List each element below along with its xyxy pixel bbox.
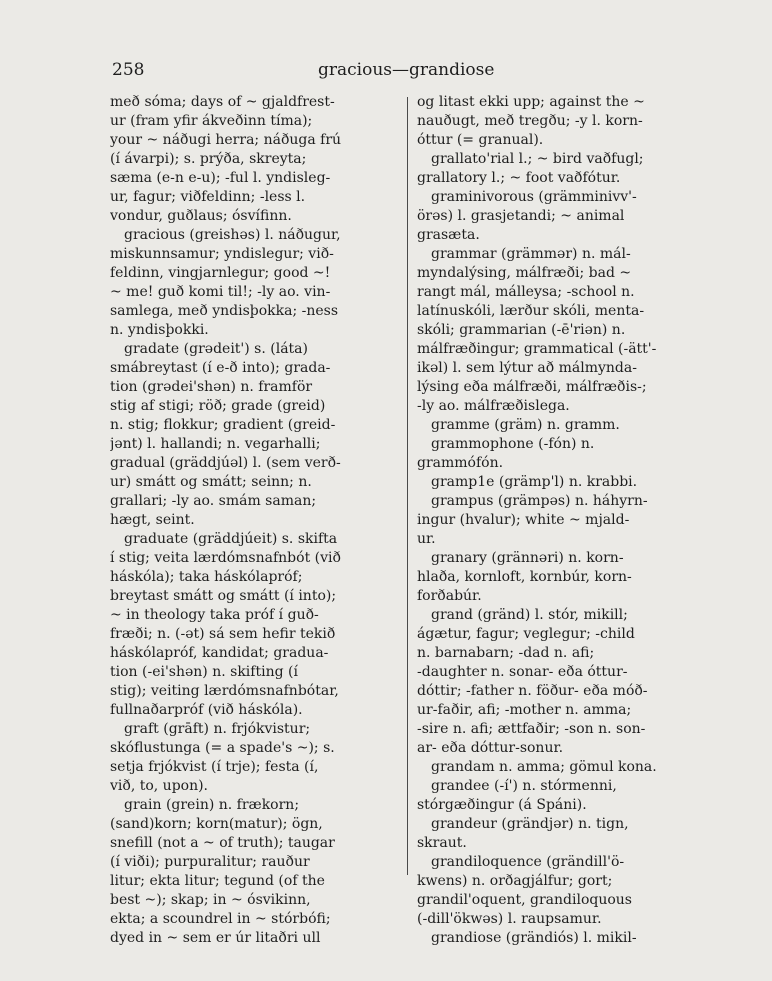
dictionary-line: your ~ náðugi herra; náðuga frú [110, 132, 342, 148]
dictionary-line: -ly ao. málfræðislega. [417, 398, 570, 414]
dictionary-line: -daughter n. sonar- eða óttur- [417, 664, 628, 680]
dictionary-line: grandam n. amma; gömul kona. [431, 759, 657, 775]
dictionary-line: ur, fagur; viðfeldinn; -less l. [110, 189, 306, 205]
dictionary-line: n. yndisþokki. [110, 322, 209, 338]
dictionary-line: (í viði); purpuralitur; rauður [110, 854, 310, 870]
dictionary-line: litur; ekta litur; tegund (of the [110, 873, 325, 889]
dictionary-line: ingur (hvalur); white ~ mjald- [417, 512, 630, 528]
running-head: gracious—grandiose [318, 60, 495, 80]
dictionary-line: vondur, guðlaus; ósvífinn. [110, 208, 292, 224]
page-number: 258 [112, 60, 145, 80]
dictionary-line: fullnaðarpróf (við háskóla). [110, 702, 303, 718]
dictionary-line: dóttir; -father n. föður- eða móð- [417, 683, 648, 699]
dictionary-line: grallatory l.; ~ foot vaðfótur. [417, 170, 621, 186]
dictionary-line: stig af stigi; röð; grade (greid) [110, 398, 326, 414]
dictionary-line: smábreytast (í e-ð into); grada- [110, 360, 331, 376]
dictionary-line: samlega, með yndisþokka; -ness [110, 303, 339, 319]
dictionary-line: feldinn, vingjarnlegur; good ~! [110, 265, 331, 281]
right-column [417, 93, 711, 948]
dictionary-line: tion (grədei'shən) n. framför [110, 379, 313, 395]
dictionary-line: grampus (grämpəs) n. háhyrn- [431, 493, 648, 509]
dictionary-line: ar- eða dóttur-sonur. [417, 740, 564, 756]
dictionary-line: ágætur, fagur; veglegur; -child [417, 626, 635, 642]
dictionary-line: graminivorous (grämminivv'- [431, 189, 637, 205]
dictionary-line: gradual (gräddjúəl) l. (sem verð- [110, 455, 341, 471]
dictionary-line: graft (grāft) n. frjókvistur; [124, 721, 311, 737]
dictionary-line: grandeur (grändjər) n. tign, [431, 816, 629, 832]
dictionary-line: miskunnsamur; yndislegur; við- [110, 246, 334, 262]
dictionary-line: grandiose (grändiós) l. mikil- [431, 930, 637, 946]
dictionary-line: myndalýsing, málfræði; bad ~ [417, 265, 632, 281]
dictionary-line: (í ávarpi); s. prýða, skreyta; [110, 151, 307, 167]
dictionary-line: ~ me! guð komi til!; -ly ao. vin- [110, 284, 331, 300]
dictionary-line: grandiloquence (grändill'ö- [431, 854, 625, 870]
dictionary-line: grammar (grämmər) n. mál- [431, 246, 631, 262]
dictionary-line: kwens) n. orðagjálfur; gort; [417, 873, 613, 889]
dictionary-line: háskólapróf, kandidat; gradua- [110, 645, 329, 661]
page-header [0, 60, 772, 84]
dictionary-line: grallato'rial l.; ~ bird vaðfugl; [431, 151, 644, 167]
dictionary-line: rangt mál, málleysa; -school n. [417, 284, 635, 300]
dictionary-line: ikəl) l. sem lýtur að málmynda- [417, 360, 637, 376]
dictionary-line: graduate (gräddjúeit) s. skifta [124, 531, 338, 547]
column-divider [407, 97, 408, 875]
dictionary-line: við, to, upon). [110, 778, 209, 794]
dictionary-line: gramp1e (grämp'l) n. krabbi. [431, 474, 638, 490]
dictionary-line: ur. [417, 531, 436, 547]
dictionary-line: jənt) l. hallandi; n. vegarhalli; [110, 436, 321, 452]
dictionary-line: skóli; grammarian (-ē'riən) n. [417, 322, 626, 338]
dictionary-line: og litast ekki upp; against the ~ [417, 94, 645, 110]
dictionary-line: sæma (e-n e-u); -ful l. yndisleg- [110, 170, 331, 186]
dictionary-line: gramme (gräm) n. gramm. [431, 417, 620, 433]
dictionary-line: n. barnabarn; -dad n. afi; [417, 645, 595, 661]
dictionary-line: ur (fram yfir ákveðinn tíma); [110, 113, 313, 129]
dictionary-line: skóflustunga (= a spade's ~); s. [110, 740, 335, 756]
dictionary-line: grain (grein) n. frækorn; [124, 797, 300, 813]
dictionary-line: með sóma; days of ~ gjaldfrest- [110, 94, 335, 110]
dictionary-line: ~ in theology taka próf í guð- [110, 607, 319, 623]
dictionary-line: háskóla); taka háskólapróf; [110, 569, 303, 585]
dictionary-line: hlaða, kornloft, kornbúr, korn- [417, 569, 632, 585]
dictionary-line: skraut. [417, 835, 467, 851]
dictionary-line: gradate (grədeit') s. (láta) [124, 341, 308, 357]
dictionary-line: snefill (not a ~ of truth); taugar [110, 835, 335, 851]
dictionary-line: setja frjókvist (í trje); festa (í, [110, 759, 319, 775]
dictionary-line: latínuskóli, lærður skóli, menta- [417, 303, 645, 319]
dictionary-line: í stig; veita lærdómsnafnbót (við [110, 550, 341, 566]
dictionary-line: óttur (= granual). [417, 132, 544, 148]
dictionary-line: fræði; n. (-ət) sá sem hefir tekið [110, 626, 336, 642]
dictionary-line: grandee (-í') n. stórmenni, [431, 778, 617, 794]
dictionary-line: (-dill'ökwəs) l. raupsamur. [417, 911, 602, 927]
dictionary-line: tion (-ei'shən) n. skifting (í [110, 664, 298, 680]
dictionary-line: gracious (greishəs) l. náðugur, [124, 227, 341, 243]
dictionary-line: grammófón. [417, 455, 504, 471]
dictionary-line: grammophone (-fón) n. [431, 436, 595, 452]
dictionary-line: (sand)korn; korn(matur); ögn, [110, 816, 323, 832]
dictionary-line: grallari; -ly ao. smám saman; [110, 493, 317, 509]
dictionary-line: hægt, seint. [110, 512, 195, 528]
dictionary-line: grasæta. [417, 227, 480, 243]
dictionary-line: dyed in ~ sem er úr litaðri ull [110, 930, 321, 946]
dictionary-line: ekta; a scoundrel in ~ stórbófi; [110, 911, 331, 927]
dictionary-line: stig); veiting lærdómsnafnbótar, [110, 683, 339, 699]
dictionary-line: best ~); skap; in ~ ósvikinn, [110, 892, 311, 908]
dictionary-line: n. stig; flokkur; gradient (greid- [110, 417, 336, 433]
dictionary-line: breytast smátt og smátt (í into); [110, 588, 337, 604]
dictionary-line: ur) smátt og smátt; seinn; n. [110, 474, 312, 490]
left-column [110, 93, 402, 948]
dictionary-line: forðabúr. [417, 588, 482, 604]
dictionary-line: nauðugt, með tregðu; -y l. korn- [417, 113, 643, 129]
dictionary-line: -sire n. afi; ættfaðir; -son n. son- [417, 721, 646, 737]
dictionary-line: lýsing eða málfræði, málfræðis-; [417, 379, 647, 395]
dictionary-line: ur-faðir, afi; -mother n. amma; [417, 702, 632, 718]
dictionary-line: granary (grännəri) n. korn- [431, 550, 624, 566]
dictionary-line: grandil'oquent, grandiloquous [417, 892, 632, 908]
dictionary-line: stórgæðingur (á Spáni). [417, 797, 587, 813]
dictionary-line: grand (gränd) l. stór, mikill; [431, 607, 628, 623]
dictionary-line: örəs) l. grasjetandi; ~ animal [417, 208, 625, 224]
dictionary-line: málfræðingur; grammatical (-ätt'- [417, 341, 657, 357]
